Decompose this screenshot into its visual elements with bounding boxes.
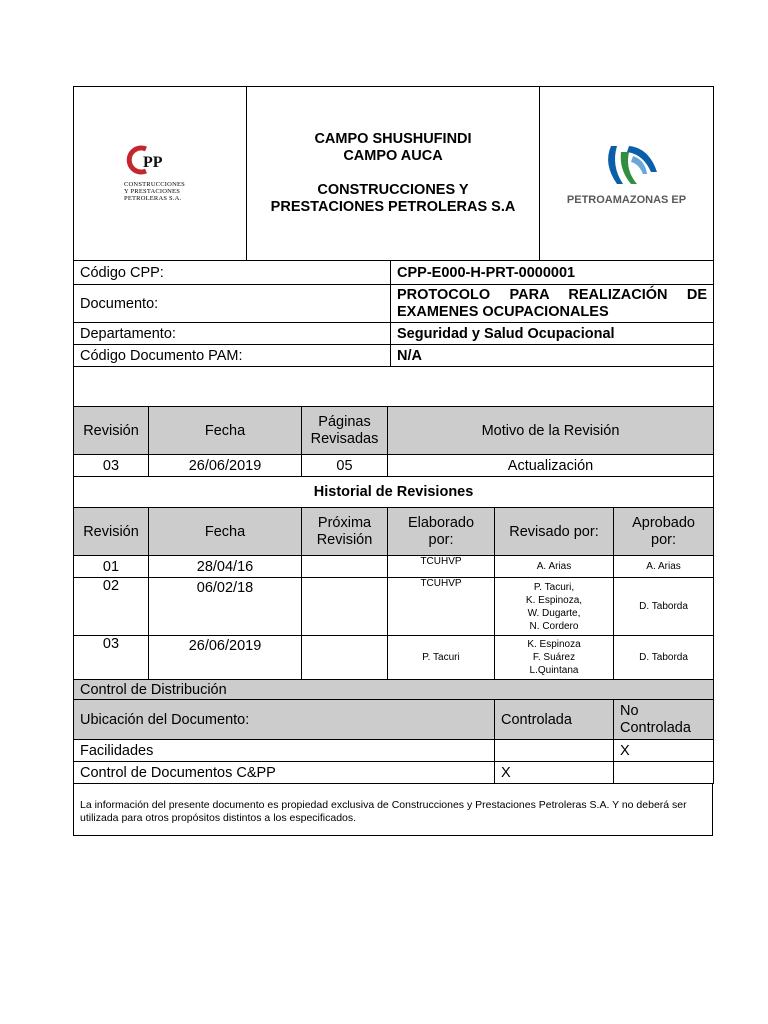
distribution-no-controlada (614, 762, 714, 784)
col-header: Fecha (149, 508, 302, 556)
petroamazonas-logo-cell (540, 87, 714, 261)
history-revisado: A. Arias (495, 556, 614, 578)
distribution-location: Control de Documentos C&PP (74, 762, 495, 784)
document-control-sheet (73, 86, 713, 836)
distribution-no-controlada: X (614, 740, 714, 762)
col-header: Aprobado por: (614, 508, 714, 556)
history-revisado-cell (495, 636, 614, 680)
cpp-logo-line: PETROLERAS S.A. (124, 195, 182, 202)
cpp-logo-line: CONSTRUCCIONES (124, 181, 185, 188)
title-line: CAMPO SHUSHUFINDI (314, 131, 472, 147)
info-table (73, 260, 714, 407)
distribution-controlada: X (495, 762, 614, 784)
reviewer-name: K. Espinoza, (525, 594, 583, 606)
history-rev: 03 (74, 636, 149, 680)
history-title: Historial de Revisiones (74, 477, 714, 508)
revision-date: 26/06/2019 (149, 455, 302, 477)
history-rev: 01 (74, 556, 149, 578)
cpp-logo-mark-icon (124, 145, 184, 175)
spacer-row (74, 367, 714, 407)
cpp-logo (124, 145, 196, 202)
reviewer-name: W. Dugarte, (527, 607, 581, 619)
info-value: CPP-E000-H-PRT-0000001 (391, 261, 714, 285)
history-elaborado: TCUHVP (388, 578, 495, 636)
col-header: Motivo de la Revisión (388, 407, 714, 455)
reviewer-name: N. Cordero (529, 620, 579, 632)
distribution-location: Facilidades (74, 740, 495, 762)
revision-reason: Actualización (388, 455, 714, 477)
history-date: 28/04/16 (149, 556, 302, 578)
info-value: Seguridad y Salud Ocupacional (391, 323, 714, 345)
title-line: CONSTRUCCIONES Y (317, 182, 469, 198)
history-rev: 02 (74, 578, 149, 636)
table-row (74, 740, 714, 762)
history-next (302, 556, 388, 578)
col-header: Ubicación del Documento: (74, 700, 495, 740)
col-header: No Controlada (614, 700, 714, 740)
document-title-block (247, 87, 540, 261)
col-header: Páginas Revisadas (302, 407, 388, 455)
col-header: Elaborado por: (388, 508, 495, 556)
history-next (302, 578, 388, 636)
distribution-controlada (495, 740, 614, 762)
svg-text:PP: PP (143, 154, 163, 171)
footer-table (73, 783, 713, 836)
table-row (74, 636, 714, 680)
petroamazonas-logo (546, 142, 707, 206)
col-header: Revisión (74, 407, 149, 455)
col-header: Revisión (74, 508, 149, 556)
header-table (73, 86, 714, 261)
info-value: N/A (391, 345, 714, 367)
history-aprobado: A. Arias (614, 556, 714, 578)
history-elaborado: P. Tacuri (388, 636, 495, 680)
info-label: Departamento: (74, 323, 391, 345)
reviewer-name: K. Espinoza (527, 639, 581, 650)
cpp-logo-cell (74, 87, 247, 261)
petroamazonas-wordmark: PETROAMAZONAS EP (566, 193, 687, 206)
info-value: PROTOCOLO PARA REALIZACIÓN DE EXAMENES OCUPACIONALES (391, 285, 714, 323)
reviewer-name: F. Suárez (532, 652, 576, 663)
revision-number: 03 (74, 455, 149, 477)
title-line: CAMPO AUCA (343, 148, 443, 164)
col-header: Revisado por: (495, 508, 614, 556)
history-elaborado: TCUHVP (388, 556, 495, 578)
history-next (302, 636, 388, 680)
current-revision-table (73, 406, 714, 477)
distribution-table (73, 679, 714, 784)
history-aprobado: D. Taborda (614, 636, 714, 680)
distribution-title: Control de Distribución (74, 680, 714, 700)
col-header: Próxima Revisión (302, 508, 388, 556)
history-date: 06/02/18 (149, 578, 302, 636)
history-revisado-cell (495, 578, 614, 636)
reviewer-name: P. Tacuri, (533, 581, 575, 593)
history-aprobado: D. Taborda (614, 578, 714, 636)
title-line: PRESTACIONES PETROLERAS S.A (270, 199, 516, 215)
info-label: Código Documento PAM: (74, 345, 391, 367)
info-label: Código CPP: (74, 261, 391, 285)
col-header: Fecha (149, 407, 302, 455)
cpp-logo-line: Y PRESTACIONES (124, 188, 181, 195)
pages-revised: 05 (302, 455, 388, 477)
ownership-notice: La información del presente documento es propiedad exclusiva de Construcciones y Prestaciones Petroleras S.A. Y no deberá ser utilizada para otros propósitos distintos a los especificados. (74, 784, 713, 836)
history-date: 26/06/2019 (149, 636, 302, 680)
table-row (74, 556, 714, 578)
table-row (74, 578, 714, 636)
info-label: Documento: (74, 285, 391, 323)
petroamazonas-mark-icon (577, 142, 677, 188)
history-table (73, 476, 714, 680)
table-row (74, 762, 714, 784)
reviewer-name: L.Quintana (529, 665, 579, 676)
col-header: Controlada (495, 700, 614, 740)
